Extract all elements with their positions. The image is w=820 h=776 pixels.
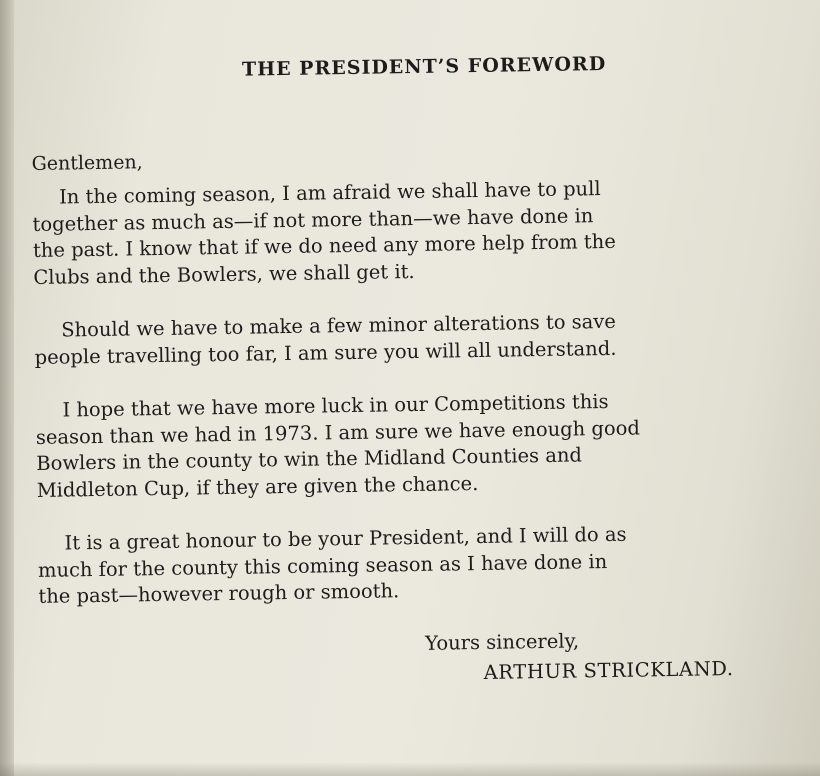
page-bottom-shadow (0, 762, 820, 776)
text-line: In the coming season, I am afraid we shall have to pull (58, 177, 601, 209)
paragraph-2 (34, 306, 783, 371)
page-title: THE PRESIDENT’S FOREWORD (241, 52, 607, 81)
text-line: the past. I know that if we do need any more help from the (32, 229, 616, 262)
text-line: I hope that we have more luck in our Competitions this (62, 389, 609, 422)
text-line: Bowlers in the county to win the Midland Counties and (36, 443, 583, 475)
salutation: Gentlemen, (31, 151, 143, 175)
text-line: the past—however rough or smooth. (38, 579, 400, 608)
text-line: Clubs and the Bowlers, we shall get it. (33, 259, 415, 289)
text-line: together as much as—if not more than—we have done in (32, 203, 594, 236)
signature-name: ARTHUR STRICKLAND. (483, 656, 734, 684)
text-line: Middleton Cup, if they are given the chance. (36, 471, 479, 502)
foreword-page (30, 50, 788, 694)
text-line: It is a great honour to be your President, and I will do as (64, 522, 627, 555)
text-line: season than we had in 1973. I am sure we have enough good (35, 415, 641, 449)
text-line: much for the county this coming season as I have done in (37, 549, 608, 582)
paragraph-4 (37, 519, 786, 610)
text-line: Should we have to make a few minor alterations to save (61, 309, 617, 342)
closing-block (39, 623, 788, 695)
paragraph-1 (32, 173, 782, 291)
text-line: people travelling too far, I am sure you will all understand. (34, 336, 617, 369)
paragraph-3 (35, 386, 785, 504)
closing-phrase: Yours sincerely, (424, 628, 580, 655)
book-spine-edge (0, 0, 14, 776)
